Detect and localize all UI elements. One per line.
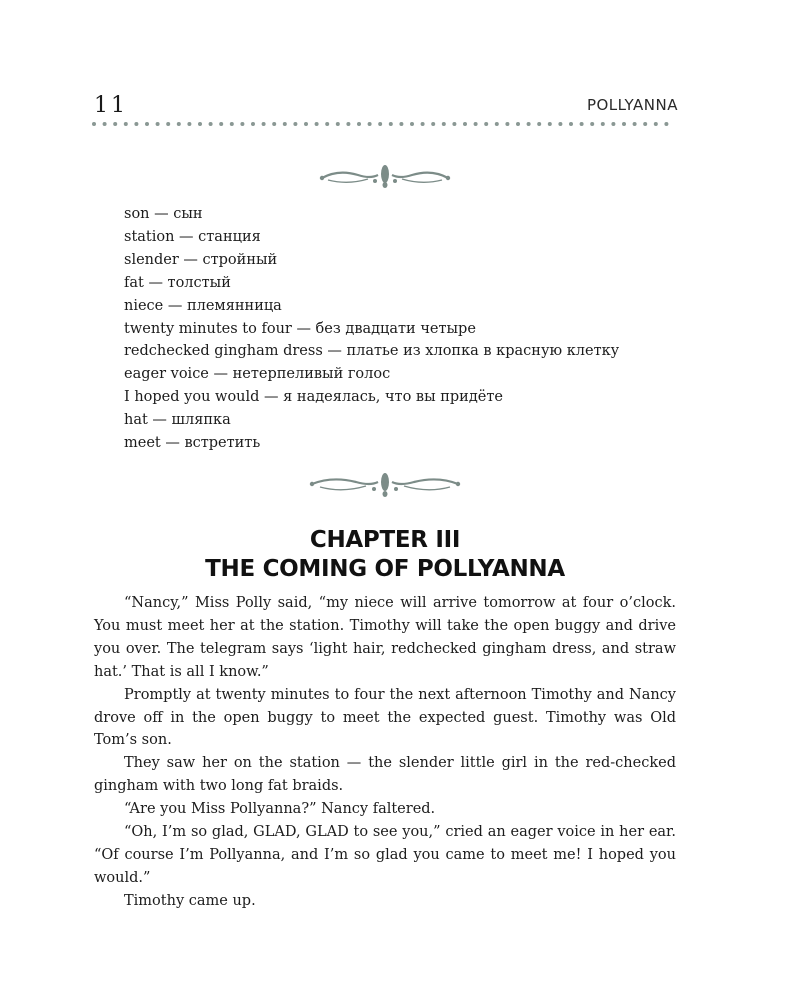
vocab-item: fat — толстый	[124, 274, 231, 291]
rule-dot	[262, 122, 266, 126]
rule-dot	[580, 122, 584, 126]
paragraph: “Nancy,” Miss Polly said, “my niece will arrive tomorrow at four o’clock. You must meet her at the station. Timothy will take the open buggy and drive you over. The telegram says ‘light hair, redchecked gingham dress, and straw hat.’ That is all I know.”	[94, 595, 676, 680]
rule-dot	[537, 122, 541, 126]
rule-dot	[209, 122, 213, 126]
rule-dot	[505, 122, 509, 126]
rule-dot	[442, 122, 446, 126]
vocab-item: niece — племянница	[124, 297, 282, 314]
vocab-item: son — сын	[124, 206, 203, 222]
rule-dot	[103, 122, 107, 126]
rule-dot	[198, 122, 202, 126]
vocabulary-list	[124, 203, 680, 455]
rule-dot	[378, 122, 382, 126]
rule-dot	[92, 122, 96, 126]
rule-dot	[463, 122, 467, 126]
rule-dot	[421, 122, 425, 126]
rule-dot	[389, 122, 393, 126]
rule-dot	[124, 122, 128, 126]
rule-dot	[336, 122, 340, 126]
rule-dot	[527, 122, 531, 126]
vocab-item: slender — стройный	[124, 251, 278, 268]
rule-dot	[187, 122, 191, 126]
rule-dot	[113, 122, 117, 126]
paragraph: “Oh, I’m so glad, GLAD, GLAD to see you,” cried an eager voice in her ear. “Of course I’m Pollyanna, and I’m so glad you came to meet me! I hoped you would.”	[94, 824, 676, 886]
paragraph: Promptly at twenty minutes to four the next afternoon Timothy and Nancy drove off in the open buggy to meet the expected guest. Timothy was Old Tom’s son.	[94, 686, 676, 749]
running-head: POLLYANNA	[586, 96, 678, 114]
rule-dot	[219, 122, 223, 126]
chapter-number: CHAPTER III	[309, 527, 461, 553]
paragraph: Timothy came up.	[124, 892, 256, 909]
rule-dot	[134, 122, 138, 126]
rule-dot	[304, 122, 308, 126]
floral-divider-icon	[308, 470, 462, 500]
vocab-item: eager voice — нетерпеливый голос	[124, 366, 391, 383]
rule-dot	[569, 122, 573, 126]
rule-dot	[315, 122, 319, 126]
rule-dot	[230, 122, 234, 126]
vocab-item: hat — шляпка	[124, 412, 231, 429]
rule-dot	[166, 122, 170, 126]
paragraph: “Are you Miss Pollyanna?” Nancy faltered.	[124, 801, 436, 818]
vocab-item: meet — встретить	[124, 435, 261, 452]
rule-dot	[654, 122, 658, 126]
rule-dot	[590, 122, 594, 126]
rule-dot	[325, 122, 329, 126]
rule-dot	[145, 122, 149, 126]
rule-dot	[622, 122, 626, 126]
rule-dot	[251, 122, 255, 126]
vocab-item: redchecked gingham dress — платье из хлопка в красную клетку	[124, 343, 620, 360]
rule-dot	[495, 122, 499, 126]
chapter-body	[94, 592, 676, 913]
floral-divider-icon	[318, 161, 452, 191]
rule-dot	[643, 122, 647, 126]
rule-dot	[399, 122, 403, 126]
rule-dot	[548, 122, 552, 126]
chapter-title: THE COMING OF POLLYANNA	[205, 556, 565, 582]
rule-dot	[611, 122, 615, 126]
rule-dot	[558, 122, 562, 126]
rule-dot	[156, 122, 160, 126]
vocab-item: station — станция	[124, 228, 261, 245]
rule-dot	[516, 122, 520, 126]
rule-dot	[601, 122, 605, 126]
rule-dot	[484, 122, 488, 126]
dotted-rule-divider	[92, 121, 678, 127]
rule-dot	[272, 122, 276, 126]
rule-dot	[293, 122, 297, 126]
rule-dot	[664, 122, 668, 126]
rule-dot	[346, 122, 350, 126]
rule-dot	[431, 122, 435, 126]
rule-dot	[633, 122, 637, 126]
rule-dot	[283, 122, 287, 126]
rule-dot	[452, 122, 456, 126]
rule-dot	[357, 122, 361, 126]
vocab-item: I hoped you would — я надеялась, что вы придёте	[124, 389, 503, 406]
rule-dot	[240, 122, 244, 126]
chapter-heading	[92, 526, 678, 584]
page-number: 11	[94, 93, 128, 118]
rule-dot	[368, 122, 372, 126]
rule-dot	[474, 122, 478, 126]
paragraph: They saw her on the station — the slender little girl in the red-checked gingham with two long fat braids.	[94, 755, 676, 795]
rule-dot	[177, 122, 181, 126]
rule-dot	[410, 122, 414, 126]
vocab-item: twenty minutes to four — без двадцати четыре	[124, 320, 476, 337]
